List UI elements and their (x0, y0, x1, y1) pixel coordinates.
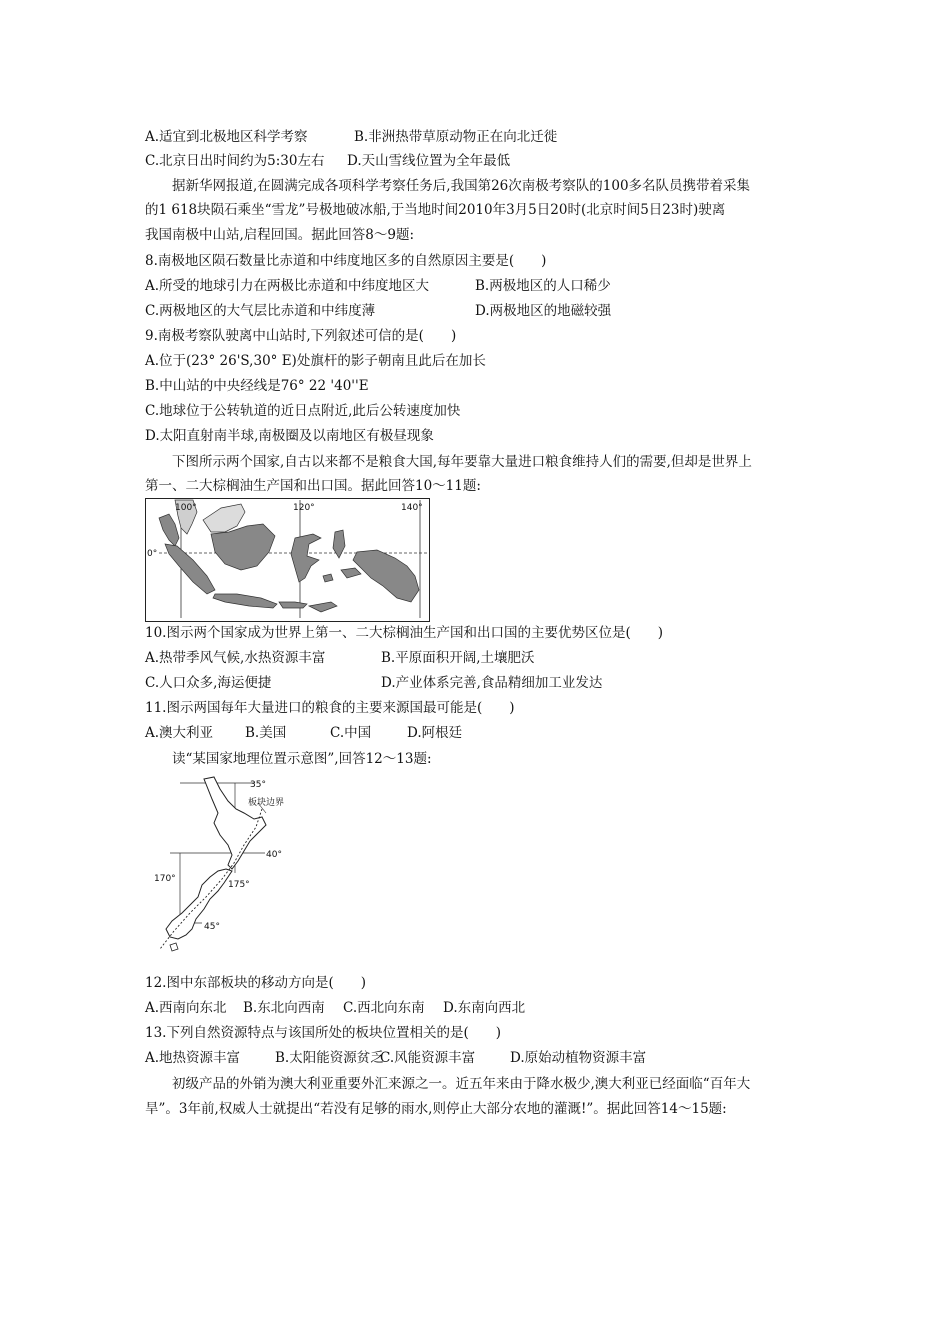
passage-1-line-2: 的1 618块陨石乘坐“雪龙”号极地破冰船,于当地时间2010年3月5日20时(北京时间5日23时)驶离 (145, 202, 726, 218)
question-12-option-d: D.东南向西北 (443, 1000, 526, 1016)
passage-1-line-1: 据新华网报道,在圆满完成各项科学考察任务后,我国第26次南极考察队的100多名队员携带着采集 (172, 178, 751, 194)
question-10: 10.图示两个国家成为世界上第一、二大棕榈油生产国和出口国的主要优势区位是( ) (145, 625, 664, 641)
question-11-option-d: D.阿根廷 (407, 725, 463, 741)
stewart-island (170, 943, 178, 951)
question-9-option-b: B.中山站的中央经线是76° 22 '40''E (145, 378, 369, 394)
lon-label-100: 100° (175, 503, 197, 513)
question-8-option-a: A.所受的地球引力在两极比赤道和中纬度地区大 (145, 278, 430, 294)
prev-option-d: D.天山雪线位置为全年最低 (347, 153, 511, 169)
question-13-option-c: C.风能资源丰富 (380, 1050, 476, 1066)
question-13-option-b: B.太阳能资源贫乏 (275, 1050, 384, 1066)
lon-label-120: 120° (293, 503, 315, 513)
question-8: 8.南极地区陨石数量比赤道和中纬度地区多的自然原因主要是( ) (145, 253, 547, 269)
question-11: 11.图示两国每年大量进口的粮食的主要来源国最可能是( ) (145, 700, 515, 716)
lat-label-40: 40° (266, 850, 282, 860)
lon-label-175: 175° (228, 880, 250, 890)
passage-4-line-1: 初级产品的外销为澳大利亚重要外汇来源之一。近五年来由于降水极少,澳大利亚已经面临“百年大 (172, 1076, 751, 1092)
question-12-option-b: B.东北向西南 (243, 1000, 325, 1016)
question-11-option-a: A.澳大利亚 (145, 725, 214, 741)
question-10-option-c: C.人口众多,海运便捷 (145, 675, 272, 691)
lon-label-140: 140° (401, 503, 423, 513)
question-9: 9.南极考察队驶离中山站时,下列叙述可信的是( ) (145, 328, 457, 344)
map-new-zealand-svg (140, 773, 315, 958)
plate-boundary-label: 板块边界 (248, 798, 285, 808)
question-10-option-a: A.热带季风气候,水热资源丰富 (145, 650, 326, 666)
question-13-option-d: D.原始动植物资源丰富 (510, 1050, 647, 1066)
question-10-option-d: D.产业体系完善,食品精细加工业发达 (381, 675, 603, 691)
question-13: 13.下列自然资源特点与该国所处的板块位置相关的是( ) (145, 1025, 502, 1041)
map-new-zealand (140, 773, 315, 958)
lat-label-35: 35° (250, 780, 266, 790)
map-southeast-asia-svg (145, 498, 430, 622)
prev-option-c: C.北京日出时间约为5:30左右 (145, 153, 325, 169)
passage-4-line-2: 旱”。3年前,权威人士就提出“若没有足够的雨水,则停止大部分农地的灌溉!”。据此回答14～15题: (145, 1101, 727, 1117)
lon-label-170: 170° (154, 874, 176, 884)
question-8-option-c: C.两极地区的大气层比赤道和中纬度薄 (145, 303, 376, 319)
question-9-option-a: A.位于(23° 26'S,30° E)处旗杆的影子朝南且此后在加长 (145, 353, 486, 369)
question-8-option-d: D.两极地区的地磁较强 (475, 303, 612, 319)
passage-3: 读“某国家地理位置示意图”,回答12～13题: (172, 751, 432, 767)
lat-label-0: 0° (147, 549, 158, 559)
map-southeast-asia (145, 498, 430, 622)
question-11-option-b: B.美国 (245, 725, 287, 741)
passage-2-line-1: 下图所示两个国家,自古以来都不是粮食大国,每年要靠大量进口粮食维持人们的需要,但却是世界上 (172, 454, 752, 470)
question-9-option-d: D.太阳直射南半球,南极圈及以南地区有极昼现象 (145, 428, 434, 444)
passage-1-line-3: 我国南极中山站,启程回国。据此回答8～9题: (145, 227, 415, 243)
question-12: 12.图中东部板块的移动方向是( ) (145, 975, 367, 991)
question-8-option-b: B.两极地区的人口稀少 (475, 278, 611, 294)
lat-label-45: 45° (204, 922, 220, 932)
passage-2-line-2: 第一、二大棕榈油生产国和出口国。据此回答10～11题: (145, 478, 481, 494)
question-10-option-b: B.平原面积开阔,土壤肥沃 (381, 650, 535, 666)
question-9-option-c: C.地球位于公转轨道的近日点附近,此后公转速度加快 (145, 403, 461, 419)
question-11-option-c: C.中国 (330, 725, 372, 741)
prev-option-a: A.适宜到北极地区科学考察 (145, 129, 308, 145)
prev-option-b: B.非洲热带草原动物正在向北迁徙 (354, 129, 558, 145)
question-12-option-c: C.西北向东南 (343, 1000, 425, 1016)
question-13-option-a: A.地热资源丰富 (145, 1050, 241, 1066)
question-12-option-a: A.西南向东北 (145, 1000, 227, 1016)
